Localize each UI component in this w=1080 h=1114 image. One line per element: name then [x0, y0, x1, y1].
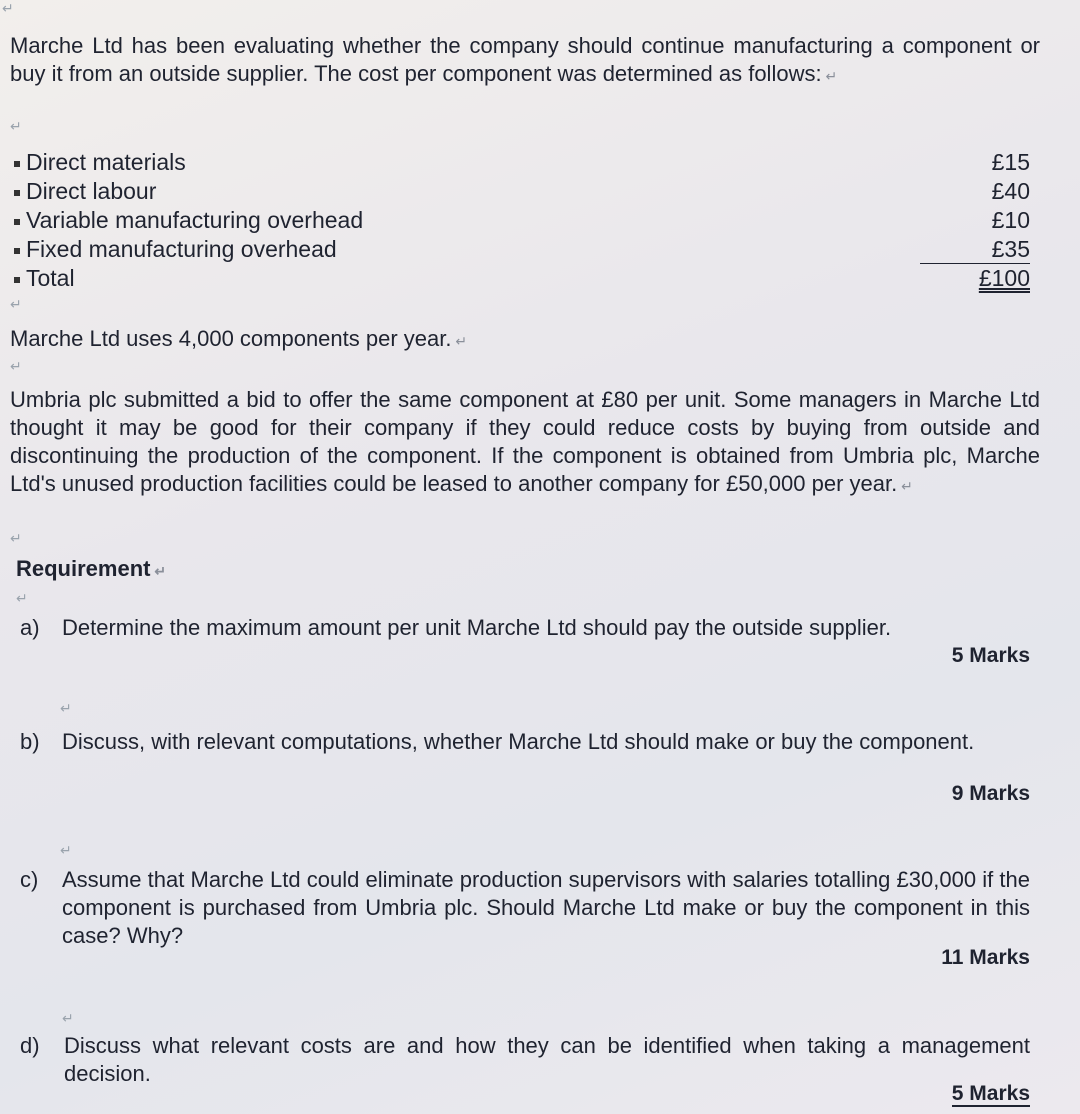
cost-row	[10, 235, 1030, 264]
return-mark-icon: ↵	[897, 478, 913, 494]
cost-value: £15	[991, 149, 1030, 175]
question-label: b)	[20, 729, 40, 754]
cost-table	[10, 148, 1030, 293]
cost-label: Direct labour	[26, 178, 157, 204]
question-c-marks: 11 Marks	[941, 946, 1030, 969]
question-text: Discuss, with relevant computations, whether Marche Ltd should make or buy the component.	[62, 729, 975, 754]
bullet-icon	[14, 248, 20, 254]
usage-text: Marche Ltd uses 4,000 components per year.	[10, 326, 452, 351]
return-mark-icon: ↵	[150, 563, 167, 579]
question-d	[20, 1032, 1030, 1088]
cost-label: Variable manufacturing overhead	[26, 207, 364, 233]
question-b	[20, 728, 1030, 756]
question-text: Assume that Marche Ltd could eliminate production supervisors with salaries totalling £30,000 if the component is purchased from Umbria plc. Should Marche Ltd make or buy the component in this case? Why?	[62, 867, 1030, 948]
return-mark-icon: ↵	[60, 842, 72, 858]
bid-paragraph	[10, 386, 1040, 500]
question-a-marks: 5 Marks	[951, 644, 1030, 667]
return-mark-icon: ↵	[10, 118, 22, 134]
bullet-icon	[14, 277, 20, 283]
return-mark-icon: ↵	[10, 530, 22, 546]
bullet-icon	[14, 219, 20, 225]
return-mark-icon: ↵	[62, 1010, 74, 1026]
return-mark-icon: ↵	[451, 333, 468, 349]
return-mark-icon: ↵	[10, 296, 22, 312]
bullet-icon	[14, 161, 20, 167]
cost-label: Fixed manufacturing overhead	[26, 236, 337, 262]
question-d-marks: 5 Marks	[951, 1082, 1030, 1105]
question-text: Determine the maximum amount per unit Marche Ltd should pay the outside supplier.	[62, 615, 892, 640]
question-a	[20, 614, 1030, 642]
intro-paragraph	[10, 32, 1040, 90]
bid-text: Umbria plc submitted a bid to offer the same component at £80 per unit. Some managers in Marche Ltd thought it may be good for their company if they could reduce costs by buying from outside and discontinuing the production of the component. If the component is obtained from Umbria plc, Marche Ltd's unused production facilities could be leased to another company for £50,000 per year.	[10, 387, 1040, 496]
cost-label: Total	[26, 265, 75, 291]
return-mark-icon: ↵	[60, 700, 72, 716]
cost-value: £35	[920, 235, 1030, 264]
question-b-marks: 9 Marks	[951, 782, 1030, 805]
return-mark-icon: ↵	[821, 68, 838, 84]
question-c	[20, 866, 1030, 950]
cost-row	[10, 177, 1030, 206]
cost-row	[10, 148, 1030, 177]
requirement-heading: Requirement ↵	[16, 556, 167, 581]
question-label: c)	[20, 867, 39, 892]
question-label: d)	[20, 1033, 40, 1058]
cost-value: £10	[991, 207, 1030, 233]
usage-paragraph	[10, 325, 1040, 355]
return-mark-icon: ↵	[10, 358, 22, 374]
intro-text: Marche Ltd has been evaluating whether the company should continue manufacturing a component or buy it from an outside supplier. The cost per component was determined as follows:	[10, 33, 1040, 86]
cost-value: £40	[991, 178, 1030, 204]
cost-row-total	[10, 264, 1030, 293]
paragraph-mark-icon: ↵	[2, 0, 14, 16]
return-mark-icon: ↵	[16, 590, 28, 606]
cost-row	[10, 206, 1030, 235]
question-label: a)	[20, 615, 40, 640]
bullet-icon	[14, 190, 20, 196]
cost-label: Direct materials	[26, 149, 186, 175]
question-text: Discuss what relevant costs are and how they can be identified when taking a management decision.	[64, 1033, 1030, 1086]
cost-total-value: £100	[978, 265, 1030, 291]
